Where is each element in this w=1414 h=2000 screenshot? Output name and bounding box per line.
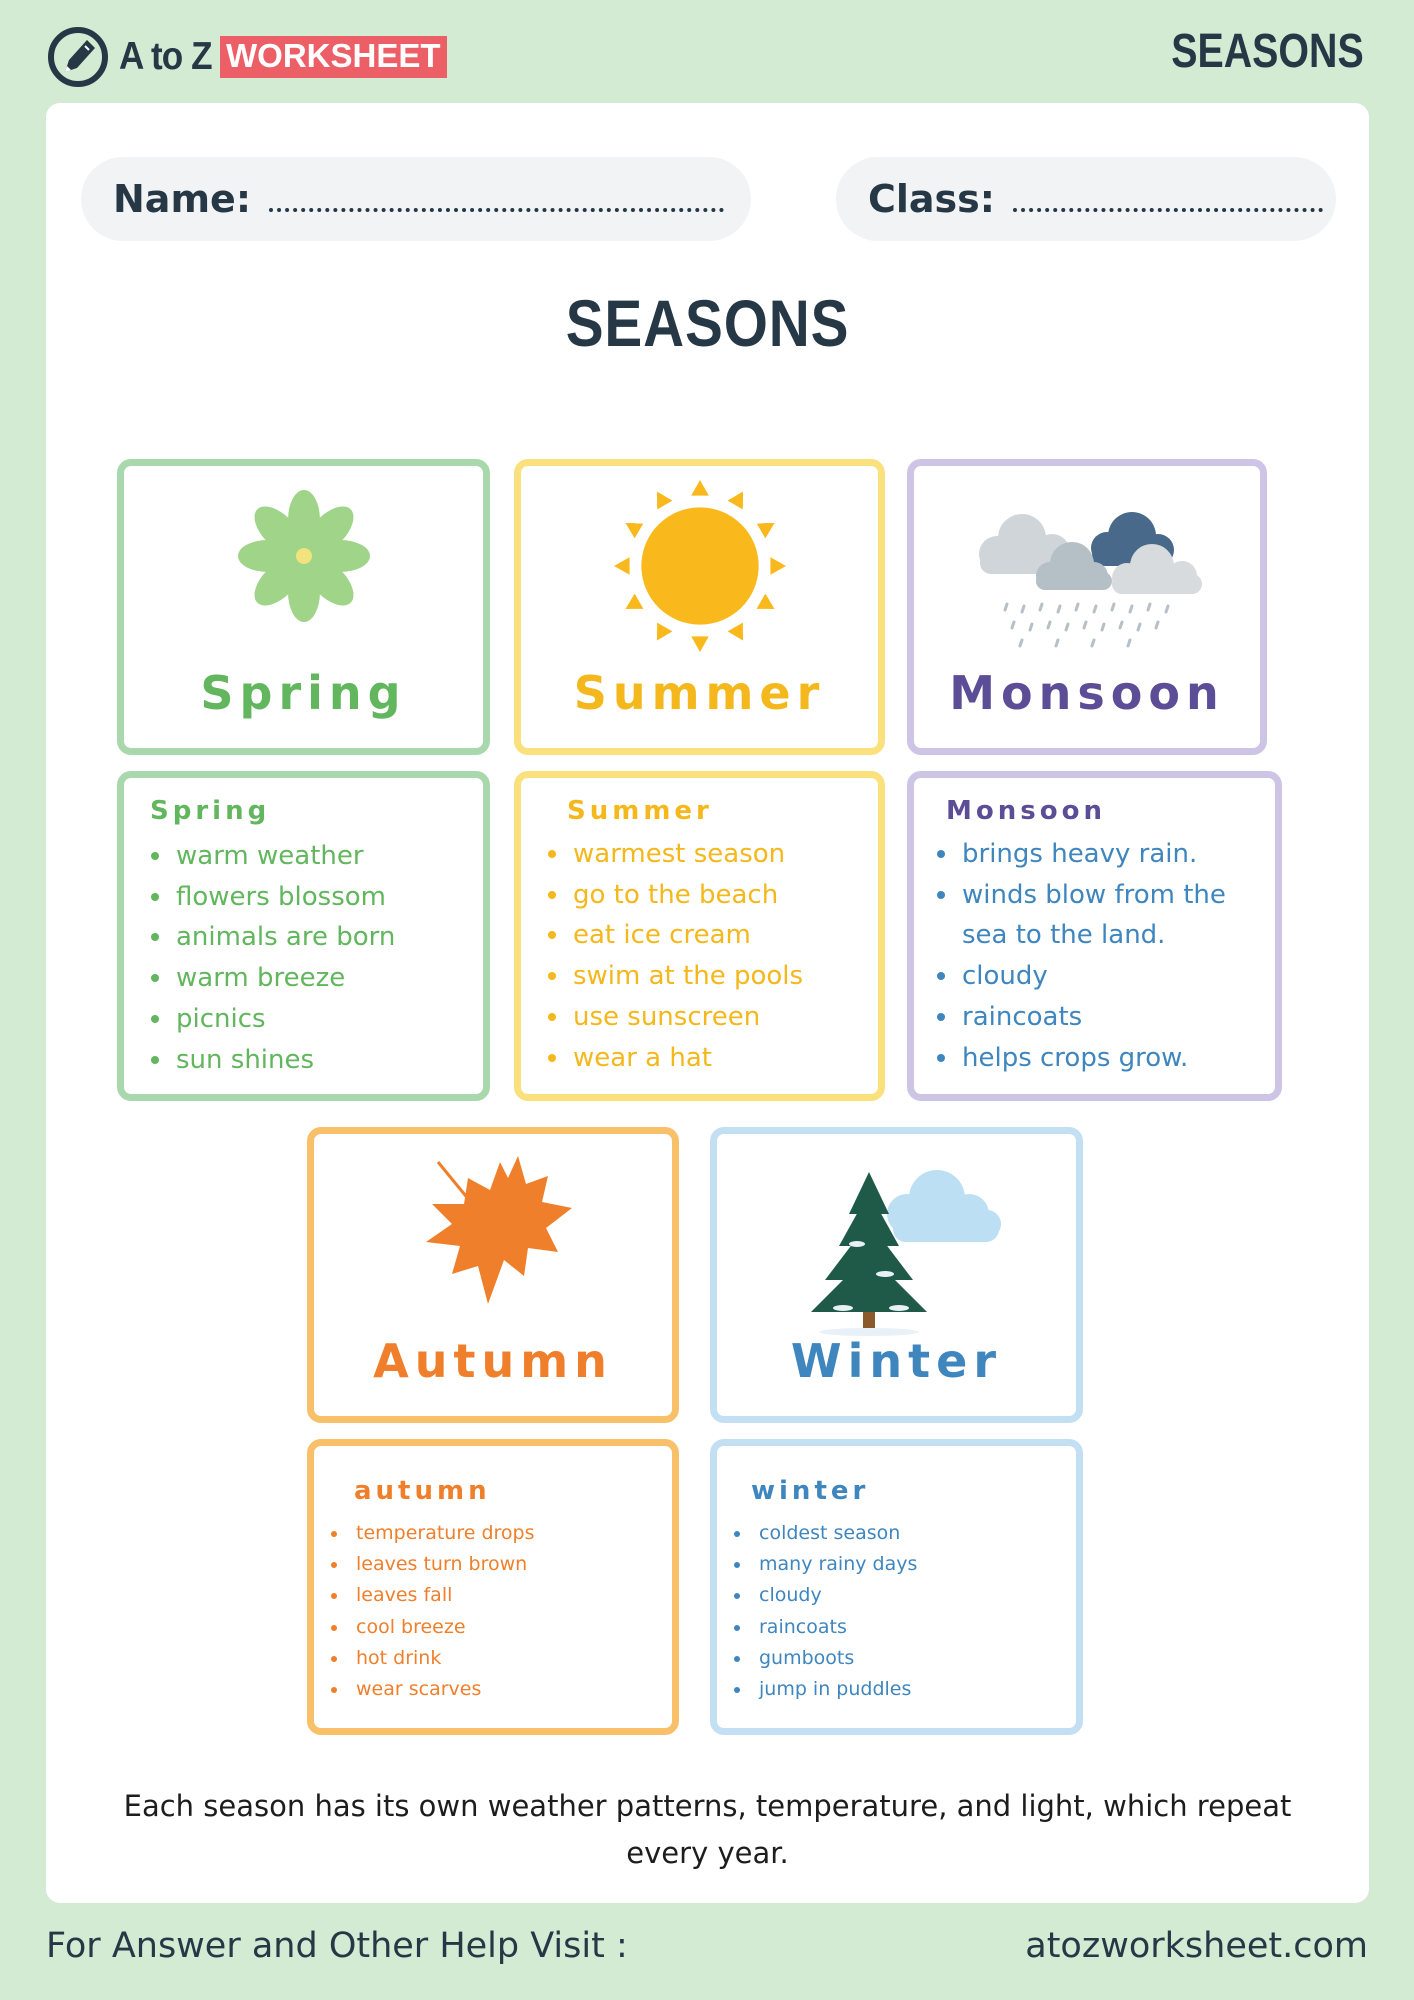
autumn-info-card: [307, 1439, 679, 1735]
spring-info-title: Spring: [150, 796, 271, 826]
list-item: animals are born: [148, 917, 395, 958]
maple-leaf-icon: [408, 1148, 578, 1318]
list-item: raincoats: [934, 997, 1226, 1038]
autumn-label: Autumn: [373, 1334, 613, 1388]
list-item: coldest season: [731, 1518, 917, 1549]
monsoon-label: Monsoon: [949, 666, 1225, 720]
header-title: SEASONS: [1171, 25, 1364, 78]
list-item: flowers blossom: [148, 877, 395, 918]
footer-website-link[interactable]: atozworksheet.com: [1025, 1926, 1368, 1966]
autumn-picture-card: [307, 1127, 679, 1423]
winter-facts-list: [731, 1518, 917, 1705]
list-item: wear scarves: [328, 1674, 535, 1705]
name-field[interactable]: [81, 157, 751, 241]
winter-info-card: [710, 1439, 1083, 1735]
rain-cloud-icon: [962, 506, 1212, 656]
list-item: wear a hat: [545, 1038, 803, 1079]
list-item: hot drink: [328, 1643, 535, 1674]
list-item: cloudy: [731, 1580, 917, 1611]
list-item: gumboots: [731, 1643, 917, 1674]
list-item: temperature drops: [328, 1518, 535, 1549]
logo-text: A to Z: [119, 35, 212, 78]
autumn-facts-list: [328, 1518, 535, 1705]
list-item: warm weather: [148, 836, 395, 877]
spring-facts-list: [148, 836, 395, 1080]
list-item: picnics: [148, 999, 395, 1040]
spring-label: Spring: [200, 666, 407, 720]
list-item: eat ice cream: [545, 915, 803, 956]
summer-picture-card: [514, 459, 885, 755]
list-item: leaves fall: [328, 1580, 535, 1611]
winter-info-title: winter: [751, 1476, 870, 1506]
sun-icon: [612, 478, 788, 654]
list-item: go to the beach: [545, 875, 803, 916]
list-item: use sunscreen: [545, 997, 803, 1038]
list-item-continued: sea to the land.: [962, 920, 1166, 951]
worksheet-sheet: [46, 103, 1369, 1903]
list-item: warm breeze: [148, 958, 395, 999]
list-item: swim at the pools: [545, 956, 803, 997]
logo-badge: WORKSHEET: [220, 36, 447, 78]
page-title: SEASONS: [565, 286, 850, 360]
list-item: helps crops grow.: [934, 1038, 1226, 1079]
spring-picture-card: [117, 459, 490, 755]
list-item: cool breeze: [328, 1612, 535, 1643]
class-blank-line[interactable]: [1013, 208, 1323, 212]
summer-facts-list: [545, 834, 803, 1078]
list-item: raincoats: [731, 1612, 917, 1643]
monsoon-info-card: [907, 771, 1282, 1101]
list-item: leaves turn brown: [328, 1549, 535, 1580]
monsoon-picture-card: [907, 459, 1267, 755]
footer-help-text: For Answer and Other Help Visit :: [46, 1926, 628, 1966]
brand-logo: [47, 26, 447, 88]
list-item: warmest season: [545, 834, 803, 875]
list-item: sun shines: [148, 1040, 395, 1081]
monsoon-facts-list: [934, 834, 1226, 1078]
summer-info-title: Summer: [567, 796, 713, 826]
pen-logo-icon: [47, 26, 109, 88]
class-label: Class:: [868, 177, 995, 221]
summer-label: Summer: [573, 666, 826, 720]
name-blank-line[interactable]: [269, 208, 724, 212]
spring-info-card: [117, 771, 490, 1101]
flower-icon: [234, 486, 374, 626]
monsoon-info-title: Monsoon: [946, 796, 1106, 826]
class-field[interactable]: [836, 157, 1336, 241]
list-item: winds blow from the: [934, 875, 1226, 916]
list-item: brings heavy rain.: [934, 834, 1226, 875]
autumn-info-title: autumn: [354, 1476, 491, 1506]
winter-label: Winter: [790, 1334, 1003, 1388]
winter-picture-card: [710, 1127, 1083, 1423]
summer-info-card: [514, 771, 885, 1101]
pine-tree-cloud-icon: [787, 1162, 1007, 1342]
list-item: jump in puddles: [731, 1674, 917, 1705]
list-item: cloudy: [934, 956, 1226, 997]
summary-text: Each season has its own weather patterns, temperature, and light, which repeat every year.: [123, 1789, 1292, 1870]
name-label: Name:: [113, 177, 252, 221]
list-item: many rainy days: [731, 1549, 917, 1580]
